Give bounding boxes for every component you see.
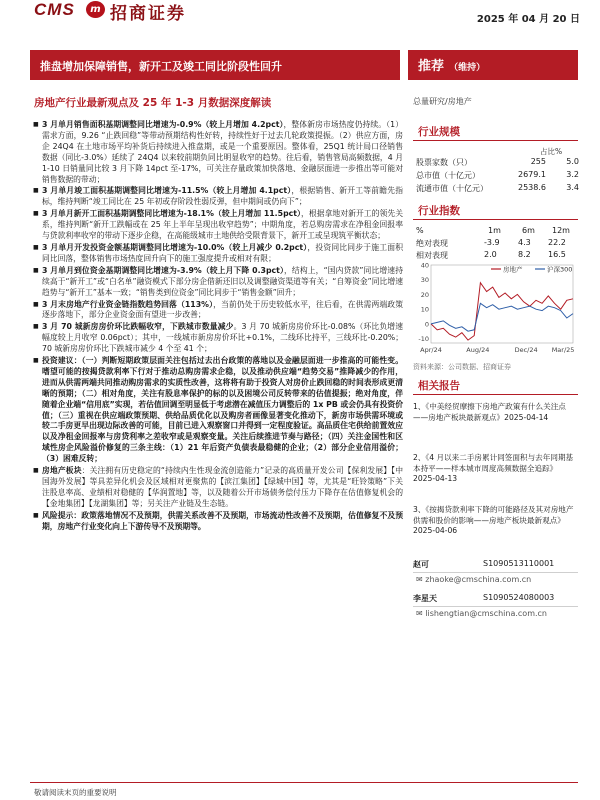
analyst-divider (413, 606, 578, 607)
logo-emblem: m (86, 1, 105, 18)
report-title: 推盘增加保障销售，新开工及竣工同比阶段性回升 (40, 60, 282, 73)
related-report-link[interactable]: 2、《4 月以来二手房累计同签面积与去年同期基本持平——样本城市周度高频数据全追踪》2025-04-13 (413, 453, 574, 484)
scale-row (416, 183, 578, 195)
performance-value: 16.5 (548, 250, 566, 259)
rating: 推荐 (418, 59, 445, 74)
report-title-banner (30, 50, 400, 80)
index-chart (413, 257, 578, 360)
rating-note: （维持） (449, 63, 486, 73)
paragraph-text: ，根据销售、新开工等前瞻先指标，维持判断“竣工同比在 25 年初或存阶段性弱反弹，但中期间或仍向下”； (42, 186, 403, 207)
paragraph-text: ，根据拿地对新开工的领先关系，维持判断“新开工跌幅或在 25 年上半年呈现出收窄趋势”；中期角度，若总购房需求在净租金回报率与贷款利率收窄的带动下逐步企稳，在高能级城市土地供给受限背景下，新开工或呈现筑平衡状态； (42, 209, 404, 241)
scale-value: 2538.6 (518, 183, 546, 192)
x-tick-label: Dec/24 (514, 346, 538, 354)
performance-value: 4.3 (518, 238, 531, 247)
analyst-email[interactable] (416, 575, 531, 584)
analyst-license: S1090513110001 (483, 559, 555, 568)
paragraph-lead: 3 月单月销售面积基期调整同比增速为-0.9%（较上月增加 4.2pct） (42, 120, 284, 129)
performance-value: -3.9 (484, 238, 500, 247)
paragraph-lead: 3 月 70 城新房房价环比跌幅收窄，下跌城市数量减少 (42, 322, 234, 332)
envelope-icon: ✉ (416, 575, 426, 584)
scale-pct: 5.0 (566, 157, 579, 166)
footer-divider (30, 782, 578, 783)
paragraph-lead: 3 月单月竣工面积基期调整同比增速为-11.5%（较上月增加 4.1pct） (42, 186, 292, 196)
performance-header: 12m (552, 226, 570, 235)
x-tick-label: Aug/24 (466, 346, 490, 354)
paragraph-text: 。3 月 70 城新房房价环比-0.08%（环比负增速幅度较上月收窄 0.06pct）；其中，一线城市新房房价环比+0.1%，二线环比持平，三线环比-0.20%；70 城新房房价环比下跌城市减少 4 个至 41 个； (42, 322, 403, 354)
content-paragraph (33, 300, 403, 322)
performance-header: % (416, 226, 424, 235)
y-tick-label: 20 (420, 290, 429, 299)
series-line-csi300 (431, 303, 573, 331)
y-tick-label: 30 (420, 276, 429, 285)
legend-label: 房地产 (503, 265, 523, 274)
scale-value: 2679.1 (518, 170, 546, 179)
scale-pct: 3.2 (566, 170, 579, 179)
scale-divider (413, 140, 578, 141)
content-paragraph (33, 120, 403, 185)
chart-frame (431, 265, 573, 343)
scale-label: 流通市值（十亿元） (416, 184, 488, 193)
content-paragraph (33, 511, 403, 533)
y-tick-label: 0 (424, 320, 429, 329)
analyst-email-text: zhaoke@cmschina.com.cn (425, 575, 532, 584)
content-paragraph (33, 322, 403, 355)
y-tick-label: 40 (420, 261, 429, 270)
performance-row-label: 绝对表现 (416, 239, 448, 248)
content-paragraph (33, 266, 403, 299)
content-paragraph (33, 209, 403, 242)
content-paragraph (33, 466, 403, 510)
related-title: 相关报告 (418, 380, 460, 392)
related-report-link[interactable]: 1、《中美经贸摩擦下房地产政策有什么关注点——房地产板块最新观点》2025-04-14 (413, 402, 566, 422)
performance-row-label: 相对表现 (416, 251, 448, 260)
scale-row (416, 157, 578, 169)
logo-cms: CMS (34, 0, 75, 19)
paragraph-lead: 投资建议：（一）判断短期政策层面关注包括过去出台政策的落地以及金融层面进一步推高的可能性变。嗜望可能的按揭贷款利率下行对于推动总购房需求企稳，以及推动供应端“趋势交易”推降减少的作用，进而从供需两端共同推动购房需求的实质性改善，这将将有助于投资人对房价止跌回稳的时间表形成更清晰的预期；（二）相对角度，关注有股息率保护的标的以及困境公司反转带来的估值提振；绝对角度，伴随着企业端“信用底”实现，若估值回调至明显低于考虑潜在减值压力调整后的 1x PB 或会仍具有投资价值；（三）重视在供应端政策预期、供给品质优化以及购房者画像显著变化推动下，新房市场供需环境或较二手房更早出现边际改善的可能，目前已进入观察窗口并得到一定程度验证。高品质住宅供给前置效应以及净租金回报率与房贷利率之差收窄或是观察变量。关注后续推进节奏与路径；（四）关注金国性和区域性房企风险溢价修复的三条主线：（1）21 年后资产负债表最稳健的企业；（2）部分企业信用溢价；（3）困难反转； (42, 356, 403, 464)
envelope-icon: ✉ (416, 609, 426, 618)
content-paragraph (33, 186, 403, 208)
analyst-name: 李星天 (413, 594, 437, 603)
paragraph-text: ，当前仍处于历史较低水平，往后看，在供需两端政策逐步落地下，部分企业资金面有望进一步改善； (42, 299, 403, 320)
paragraph-text: ，结构上，“国内贷款”同比增速持续高于“新开工”或“白名单”融资模式下部分房企借新还旧以及调整融资渠道等有关；“自筹资金”同比增速趋势与“新开工”基本一致；“销售类到位资金”同比同步于“销售金额”回升； (42, 265, 403, 297)
performance-divider (413, 219, 578, 220)
x-tick-label: Apr/24 (420, 346, 442, 354)
paragraph-lead: 风险提示：政策落地情况不及预期，供需关系改善不及预期，市场流动性改善不及预期，估值修复不及预期，房地产行业变化向上下游传导不及预期等。 (42, 510, 403, 531)
performance-value: 8.2 (518, 250, 531, 259)
report-type: 总量研究/房地产 (413, 97, 472, 106)
report-subtitle: 房地产行业最新观点及 25 年 1-3 月数据深度解读 (34, 97, 272, 109)
analyst-email[interactable] (416, 609, 547, 618)
content-paragraph (33, 356, 403, 465)
related-report-link[interactable]: 3、《按揭贷款利率下降的可能路径及其对房地产供需和股价的影响——房地产板块最新观点》2025-04-06 (413, 505, 574, 536)
paragraph-lead: 3 月单月新开工面积基期调整同比增速为-18.1%（较上月增加 11.5pct） (42, 209, 302, 219)
scale-value: 255 (530, 157, 546, 166)
paragraph-text: ，整体新房市场热度仍持续。（1）需求方面，9.26 “止跌回稳”等带动预期结构性好转，持续性好于过去几轮政策提振。（2）供应方面，房企 24Q4 在土地市场平均补货后持续进入推盘期，或是一个重要原因。整体看，25Q1 统计局口径销售数据（同比-3.0%）延续了 24Q4 以来较前期负同比明显收窄的趋势。往后看，销售管局高频数据，4 月 1-10 日销量同比较 3 月下降 14pct 至-17%，可关注存量政策加快落地、金融层面进一步推出等可能对销售数据的带动； (42, 120, 403, 184)
performance-header: 1m (488, 226, 501, 235)
rating-banner (408, 50, 578, 80)
paragraph-lead: 3 月末房地产行业资金链指数趋势回落（113%） (42, 299, 214, 309)
logo-chinese: 招商证券 (110, 4, 186, 24)
performance-title: 行业指数 (418, 205, 460, 217)
y-tick-label: -10 (418, 335, 429, 344)
scale-title: 行业规模 (418, 126, 460, 138)
paragraph-lead: 3 月单月到位资金基期调整同比增速为-3.9%（较上月下降 0.3pct） (42, 265, 285, 275)
chart-source: 资料来源：公司数据、招商证券 (413, 363, 511, 371)
analyst-divider (413, 572, 578, 573)
content-paragraph (33, 243, 403, 265)
x-tick-label: Mar/25 (551, 346, 575, 354)
paragraph-text: ，投资同比同步于施工面积同比回落，整体销售市场热度回升向下的施工强度提升或相对有限； (42, 242, 404, 263)
scale-label: 总市值（十亿元） (416, 171, 480, 180)
scale-pct: 3.4 (566, 183, 579, 192)
legend-label: 沪深300 (547, 265, 573, 274)
performance-header: 6m (522, 226, 535, 235)
scale-row (416, 170, 578, 182)
footer-note: 敬请阅读末页的重要说明 (34, 788, 117, 797)
related-divider (413, 394, 578, 395)
analyst-row (413, 559, 578, 571)
analyst-license: S1090524080003 (483, 593, 555, 602)
scale-pct-header: 占比% (540, 147, 563, 156)
analyst-name: 赵可 (413, 560, 429, 569)
series-line-real-estate (431, 283, 573, 340)
performance-value: 2.0 (484, 250, 497, 259)
report-date: 2025 年 04 月 20 日 (476, 14, 580, 25)
performance-value: 22.2 (548, 238, 566, 247)
paragraph-lead: 房地产板块 (42, 466, 82, 476)
analyst-row (413, 593, 578, 605)
paragraph-lead: 3 月单月开发投资金额基期调整同比增速为-10.0%（较上月减少 0.2pct） (42, 242, 308, 252)
main-content (33, 120, 403, 534)
scale-label: 股票家数（只） (416, 158, 472, 167)
paragraph-text: ：关注拥有历史稳定的“持续内生性现金流创造能力”记录的高质量开发公司【保利发展】【中国海外发展】等具差异化机会及区域相对更聚焦的【滨江集团】【绿城中国】等，尤其是“旺铃策略”下关注股息率高、业绩相对稳健的【华润置地】等，以及随着公开市场债务偿付压力下降存在估值修复机会的【金地集团】【龙湖集团】等；另关注产业链及生态链。 (42, 466, 403, 508)
y-tick-label: 10 (420, 305, 429, 314)
analyst-email-text: lishengtian@cmschina.com.cn (425, 609, 547, 618)
